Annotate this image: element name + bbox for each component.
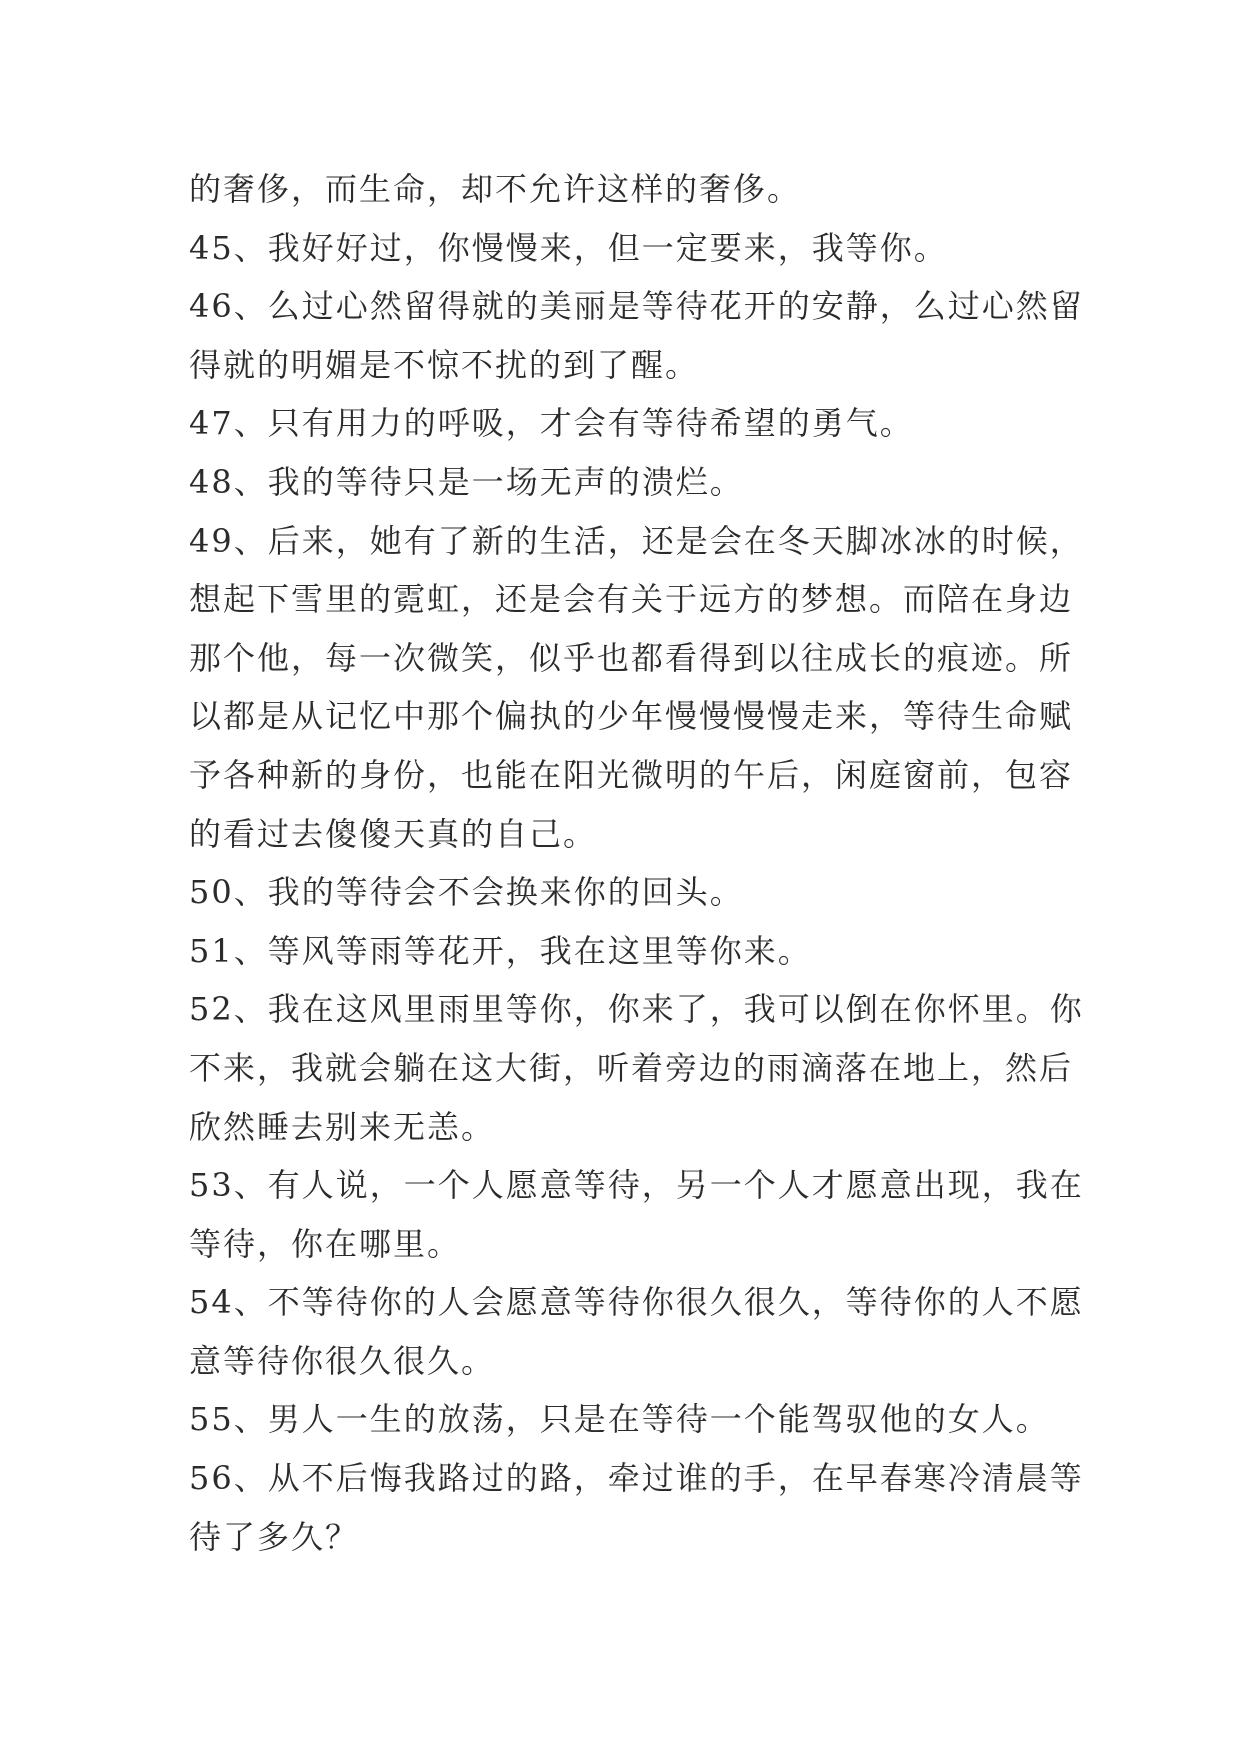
text-line: 待了多久？: [189, 1517, 360, 1556]
text-line: 54、不等待你的人会愿意等待你很久很久，等待你的人不愿: [189, 1283, 1084, 1322]
text-line: 意等待你很久很久。: [189, 1341, 496, 1380]
text-line: 以都是从记忆中那个偏执的少年慢慢慢慢走来，等待生命赋: [189, 697, 1074, 736]
text-line: 想起下雪里的霓虹，还是会有关于远方的梦想。而陪在身边: [189, 580, 1074, 619]
text-line: 得就的明媚是不惊不扰的到了醒。: [189, 345, 700, 384]
text-line: 45、我好好过，你慢慢来，但一定要来，我等你。: [189, 228, 948, 267]
document-body: [189, 160, 1089, 1566]
text-line: 欣然睡去别来无恙。: [189, 1107, 496, 1146]
text-line: 52、我在这风里雨里等你，你来了，我可以倒在你怀里。你: [189, 990, 1084, 1029]
text-line: 47、只有用力的呼吸，才会有等待希望的勇气。: [189, 404, 914, 443]
text-line: 56、从不后悔我路过的路，牵过谁的手，在早春寒冷清晨等: [189, 1459, 1084, 1498]
text-line: 的奢侈，而生命，却不允许这样的奢侈。: [189, 170, 802, 208]
text-line: 49、后来，她有了新的生活，还是会在冬天脚冰冰的时候，: [189, 521, 1084, 560]
text-line: 予各种新的身份，也能在阳光微明的午后，闲庭窗前，包容: [189, 755, 1074, 794]
text-line: 那个他，每一次微笑，似乎也都看得到以往成长的痕迹。所: [189, 638, 1074, 677]
text-line: 55、男人一生的放荡，只是在等待一个能驾驭他的女人。: [189, 1400, 1050, 1439]
text-line: 不来，我就会躺在这大街，听着旁边的雨滴落在地上，然后: [189, 1048, 1074, 1087]
text-line: 46、么过心然留得就的美丽是等待花开的安静，么过心然留: [189, 287, 1084, 326]
text-line: 50、我的等待会不会换来你的回头。: [189, 873, 744, 912]
text-line: 48、我的等待只是一场无声的溃烂。: [189, 462, 744, 501]
text-line: 53、有人说，一个人愿意等待，另一个人才愿意出现，我在: [189, 1166, 1084, 1205]
text-line: 的看过去傻傻天真的自己。: [189, 814, 598, 853]
text-line: 51、等风等雨等花开，我在这里等你来。: [189, 931, 812, 970]
text-line: 等待，你在哪里。: [189, 1224, 462, 1263]
